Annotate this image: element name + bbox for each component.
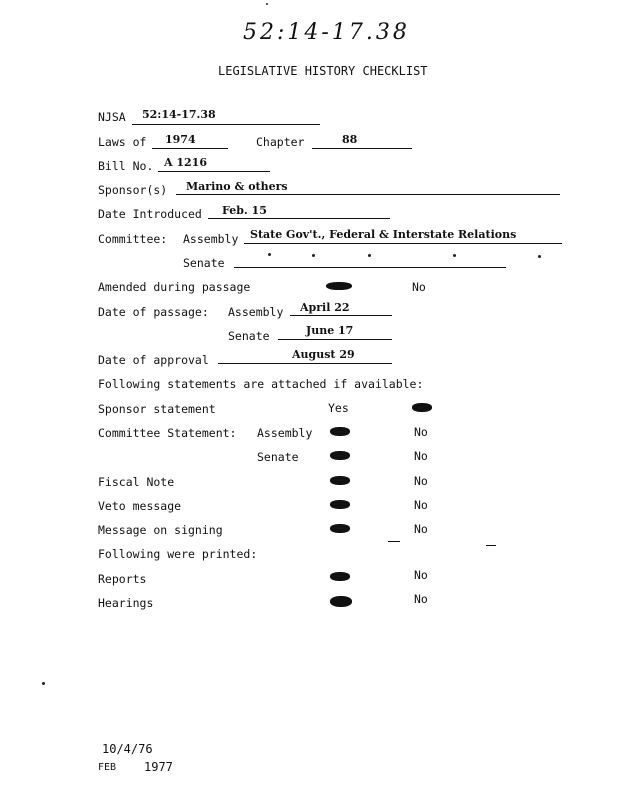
bill-underline [158,171,270,172]
message-on-signing-no: No [414,522,428,536]
laws-label: Laws of [98,135,147,149]
message-on-signing-label: Message on signing [98,523,223,537]
committee-label: Committee: [98,232,168,246]
footer-year: 1977 [144,760,173,774]
committee-statement-assembly-no: No [414,425,428,439]
approval-value: August 29 [292,348,355,361]
amended-label: Amended during passage [98,280,251,294]
passage-assembly-underline [290,315,392,316]
date-introduced-label: Date Introduced [98,207,202,221]
committee-statement-assembly-label: Assembly [257,426,313,440]
reports-no: No [414,568,428,582]
redaction-mark [330,596,352,607]
approval-label: Date of approval [98,353,209,367]
margin-speck [266,3,268,5]
date-introduced-value: Feb. 15 [222,204,267,217]
committee-senate-underline [234,267,506,268]
date-introduced-underline [208,218,390,219]
passage-assembly-value: April 22 [300,301,350,314]
redaction-mark [330,524,350,533]
laws-underline [152,148,228,149]
sponsor-value: Marino & others [186,180,288,193]
committee-statement-senate-no: No [414,449,428,463]
fiscal-note-label: Fiscal Note [98,475,175,489]
sponsor-statement-yes: Yes [328,401,349,415]
committee-statement-label: Committee Statement: [98,426,237,440]
footer-date: 10/4/76 [102,742,153,756]
committee-senate-label: Senate [183,256,225,270]
bill-value: A 1216 [164,156,207,169]
committee-assembly-label: Assembly [183,232,239,246]
laws-value: 1974 [165,133,196,146]
redaction-mark [330,476,350,485]
bill-label: Bill No. [98,159,154,173]
redaction-mark [330,451,350,460]
njsa-label: NJSA [98,110,126,124]
ditto-mark [312,254,315,257]
statements-intro: Following statements are attached if available: [98,377,424,391]
page-title: LEGISLATIVE HISTORY CHECKLIST [218,64,428,78]
veto-message-label: Veto message [98,499,182,513]
committee-statement-senate-label: Senate [257,450,299,464]
printed-intro: Following were printed: [98,547,258,561]
passage-senate-label: Senate [228,329,270,343]
chapter-underline [312,148,412,149]
sponsor-statement-label: Sponsor statement [98,402,216,416]
stray-mark [388,541,400,542]
passage-label: Date of passage: [98,305,209,319]
redaction-mark [330,427,350,436]
approval-underline [218,363,392,364]
ditto-mark [453,254,456,257]
passage-senate-underline [278,339,392,340]
chapter-label: Chapter [256,135,305,149]
amended-no: No [412,280,426,294]
redaction-mark [412,403,432,412]
hearings-no: No [414,592,428,606]
ditto-mark [368,254,371,257]
handwritten-statute-number: 52:14-17.38 [243,20,410,45]
footer-month: FEB [98,762,117,773]
redaction-mark [330,572,350,581]
veto-message-no: No [414,498,428,512]
chapter-value: 88 [342,133,358,146]
fiscal-note-no: No [414,474,428,488]
redaction-mark [326,282,352,290]
sponsor-label: Sponsor(s) [98,183,168,197]
committee-assembly-value: State Gov't., Federal & Interstate Relations [250,228,517,241]
ditto-mark [268,253,271,256]
passage-senate-value: June 17 [306,324,354,337]
njsa-value: 52:14-17.38 [142,108,216,121]
redaction-mark [330,500,350,509]
stray-mark [486,545,496,546]
committee-assembly-underline [244,243,562,244]
passage-assembly-label: Assembly [228,305,284,319]
reports-label: Reports [98,572,147,586]
sponsor-underline [176,194,560,195]
margin-speck [42,682,45,685]
hearings-label: Hearings [98,596,154,610]
ditto-mark [538,255,541,258]
njsa-underline [132,124,320,125]
